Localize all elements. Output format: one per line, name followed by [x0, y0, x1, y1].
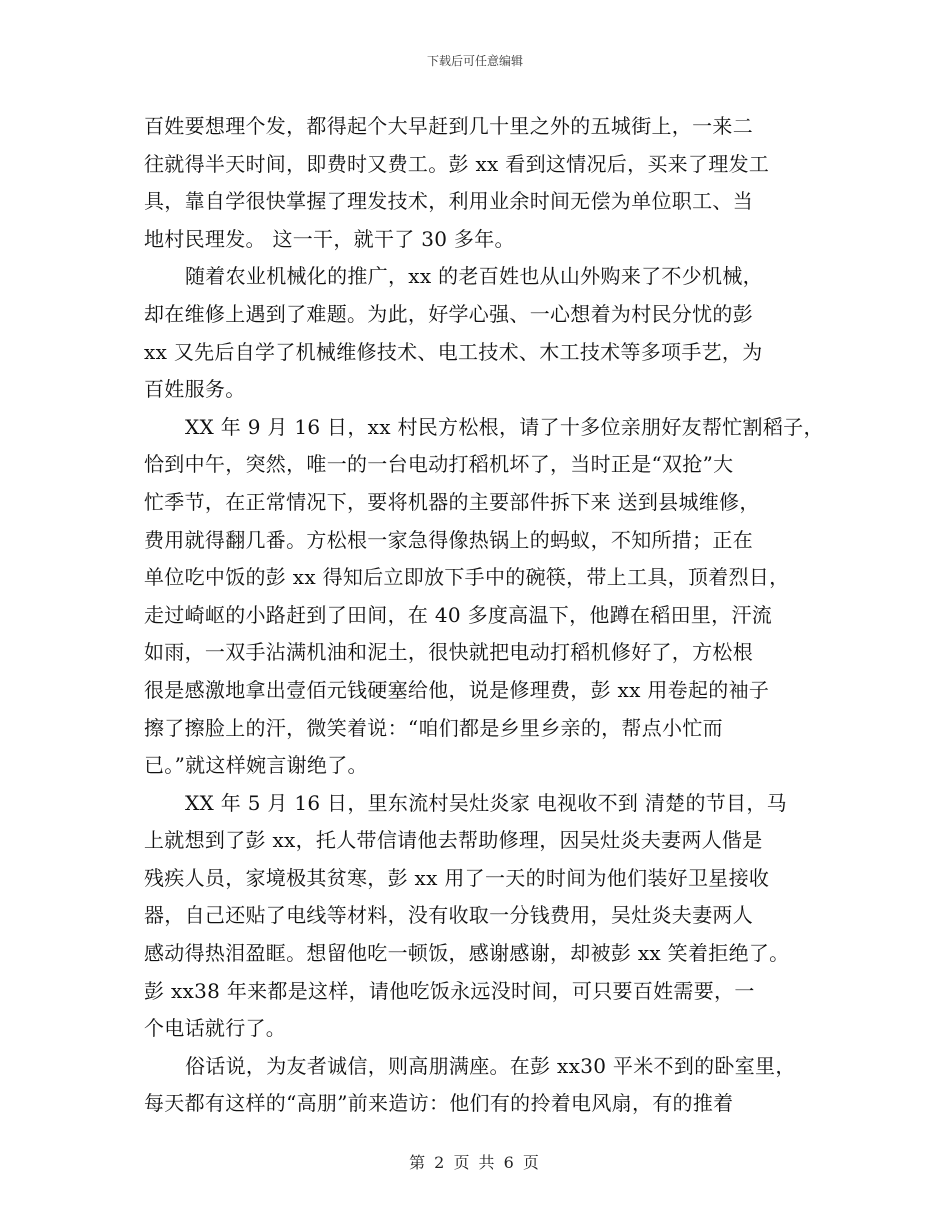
paragraph: [144, 409, 834, 785]
paragraph: [144, 258, 834, 408]
paragraph: [144, 785, 834, 1048]
text-line: 具，靠自学很快掌握了理发技术，利用业余时间无偿为单位职工、当: [144, 189, 753, 214]
text-line: 恰到中午，突然，唯一的一台电动打稻机坏了，当时正是“双抢”大: [144, 452, 734, 477]
text-line: 残疾人员，家境极其贫寒，彭 xx 用了一天的时间为他们装好卫星接收: [144, 865, 770, 890]
text-line: 走过崎岖的小路赶到了田间，在 40 多度高温下，他蹲在稻田里，汗流: [144, 602, 773, 627]
text-line: XX 年 9 月 16 日，xx 村民方松根，请了十多位亲朋好友帮忙割稻子，: [185, 414, 824, 439]
text-line: 费用就得翻几番。方松根一家急得像热锅上的蚂蚁，不知所措；正在: [144, 527, 753, 552]
text-line: XX 年 5 月 16 日，里东流村吴灶炎家 电视收不到 清楚的节目，马: [185, 790, 787, 815]
text-line: 俗话说，为友者诚信，则高朋满座。在彭 xx30 平米不到的卧室里，: [185, 1053, 796, 1078]
paragraph: [144, 1048, 834, 1123]
text-line: 随着农业机械化的推广，xx 的老百姓也从山外购来了不少机械，: [185, 264, 763, 289]
text-line: xx 又先后自学了机械维修技术、电工技术、木工技术等多项手艺，为: [144, 339, 763, 364]
text-line: 感动得热泪盈眶。想留他吃一顿饭，感谢感谢，却被彭 xx 笑着拒绝了。: [144, 941, 790, 966]
document-body: [144, 108, 834, 1123]
text-line: 擦了擦脸上的汗，微笑着说：“咱们都是乡里乡亲的，帮点小忙而: [144, 715, 723, 740]
text-line: 如雨，一双手沾满机油和泥土，很快就把电动打稻机修好了，方松根: [144, 640, 753, 665]
text-line: 彭 xx38 年来都是这样，请他吃饭永远没时间，可只要百姓需要，一: [144, 978, 755, 1003]
page-header: 下载后可任意编辑: [426, 54, 523, 68]
text-line: 已。”就这样婉言谢绝了。: [144, 753, 368, 778]
text-line: 很是感激地拿出壹佰元钱硬塞给他，说是修理费，彭 xx 用卷起的袖子: [144, 677, 770, 702]
text-line: 忙季节，在正常情况下，要将机器的主要部件拆下来 送到县城维修，: [144, 489, 760, 514]
text-line: 地村民理发。 这一干，就干了 30 多年。: [144, 226, 515, 251]
text-line: 上就想到了彭 xx，托人带信请他去帮助修理，因吴灶炎夫妻两人偕是: [144, 828, 763, 853]
page-footer: 第 2 页 共 6 页: [409, 1153, 541, 1172]
text-line: 百姓服务。: [144, 377, 246, 402]
text-line: 个电话就行了。: [144, 1016, 287, 1041]
text-line: 器，自己还贴了电线等材料，没有收取一分钱费用，吴灶炎夫妻两人: [144, 903, 753, 928]
text-line: 百姓要想理个发，都得起个大早赶到几十里之外的五城街上，一来二: [144, 114, 753, 138]
text-line: 却在维修上遇到了难题。为此，好学心强、一心想着为村民分忧的彭: [144, 301, 753, 326]
text-line: 每天都有这样的“高朋”前来造访：他们有的拎着电风扇，有的推着: [144, 1091, 734, 1116]
paragraph: [144, 108, 834, 258]
text-line: 单位吃中饭的彭 xx 得知后立即放下手中的碗筷，带上工具，顶着烈日，: [144, 565, 790, 590]
text-line: 往就得半天时间，即费时又费工。彭 xx 看到这情况后，买来了理发工: [144, 151, 770, 176]
